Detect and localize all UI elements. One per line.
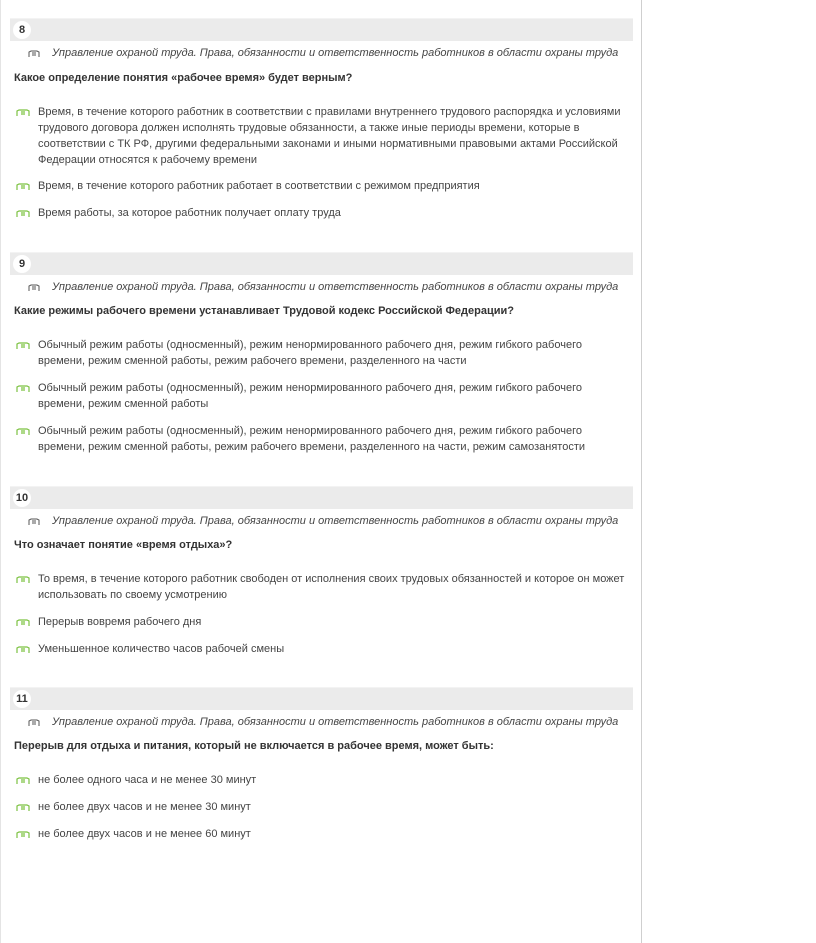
topic-text: Управление охраной труда. Права, обязанности и ответственность работников в области охраны труда [52,515,619,527]
answer-text: Обычный режим работы (односменный), режим ненормированного рабочего дня, режим гибкого рабочего времени, режим сменной работы, режим рабочего времени, разделенного на части [38,339,582,367]
answer-text: не более одного часа и не менее 30 минут [38,774,257,786]
question-number: 9 [13,255,31,273]
question-text: Какое определение понятия «рабочее время» будет верным? [14,72,353,84]
question-header [10,18,633,41]
answer-option-icon [16,109,30,117]
question-number: 8 [13,21,31,39]
answer-text: Обычный режим работы (односменный), режим ненормированного рабочего дня, режим гибкого рабочего времени, режим сменной работы [38,382,582,410]
answer-text: Обычный режим работы (односменный), режим ненормированного рабочего дня, режим гибкого рабочего времени, режим сменной работы, режим рабочего времени, разделенного на части, режим самозанятости [38,425,586,453]
tag-icon [28,284,40,292]
answer-text: Перерыв вовремя рабочего дня [38,616,202,628]
answer-text: не более двух часов и не менее 30 минут [38,801,251,813]
answer-option-icon [16,646,30,654]
answer-option-icon [16,619,30,627]
answer-option-icon [16,428,30,436]
answer-text: То время, в течение которого работник свободен от исполнения своих трудовых обязанностей и которое он может использовать по своему усмотрению [38,573,625,601]
answer-option-icon [16,576,30,584]
answer-text: не более двух часов и не менее 60 минут [38,828,251,840]
question-number: 10 [13,489,31,507]
question-number: 11 [13,690,31,708]
topic-text: Управление охраной труда. Права, обязанности и ответственность работников в области охраны труда [52,716,619,728]
answer-text: Время, в течение которого работник работает в соответствии с режимом предприятия [38,180,480,192]
answer-option-icon [16,210,30,218]
answer-option-icon [16,831,30,839]
question-header [10,252,633,275]
answer-option-icon [16,183,30,191]
tag-icon [28,719,40,727]
question-text: Какие режимы рабочего времени устанавливает Трудовой кодекс Российской Федерации? [14,305,514,317]
topic-text: Управление охраной труда. Права, обязанности и ответственность работников в области охраны труда [52,281,619,293]
tag-icon [28,50,40,58]
answer-option-icon [16,804,30,812]
answer-option-icon [16,385,30,393]
question-text: Перерыв для отдыха и питания, который не включается в рабочее время, может быть: [14,740,494,752]
answer-text: Время, в течение которого работник в соответствии с правилами внутреннего трудового распорядка и условиями трудового договора должен исполнять трудовые обязанности, а также иные периоды времени, которые в соответствии с ТК РФ, другими федеральными законами и иными нормативными правовыми актами Российской Федерации относятся к рабочему времени [38,106,621,166]
question-text: Что означает понятие «время отдыха»? [14,539,233,551]
answer-text: Уменьшенное количество часов рабочей смены [38,643,285,655]
answer-option-icon [16,777,30,785]
answer-option-icon [16,342,30,350]
question-header [10,687,633,710]
topic-text: Управление охраной труда. Права, обязанности и ответственность работников в области охраны труда [52,47,619,59]
tag-icon [28,518,40,526]
answer-text: Время работы, за которое работник получает оплату труда [38,207,341,219]
question-header [10,486,633,509]
